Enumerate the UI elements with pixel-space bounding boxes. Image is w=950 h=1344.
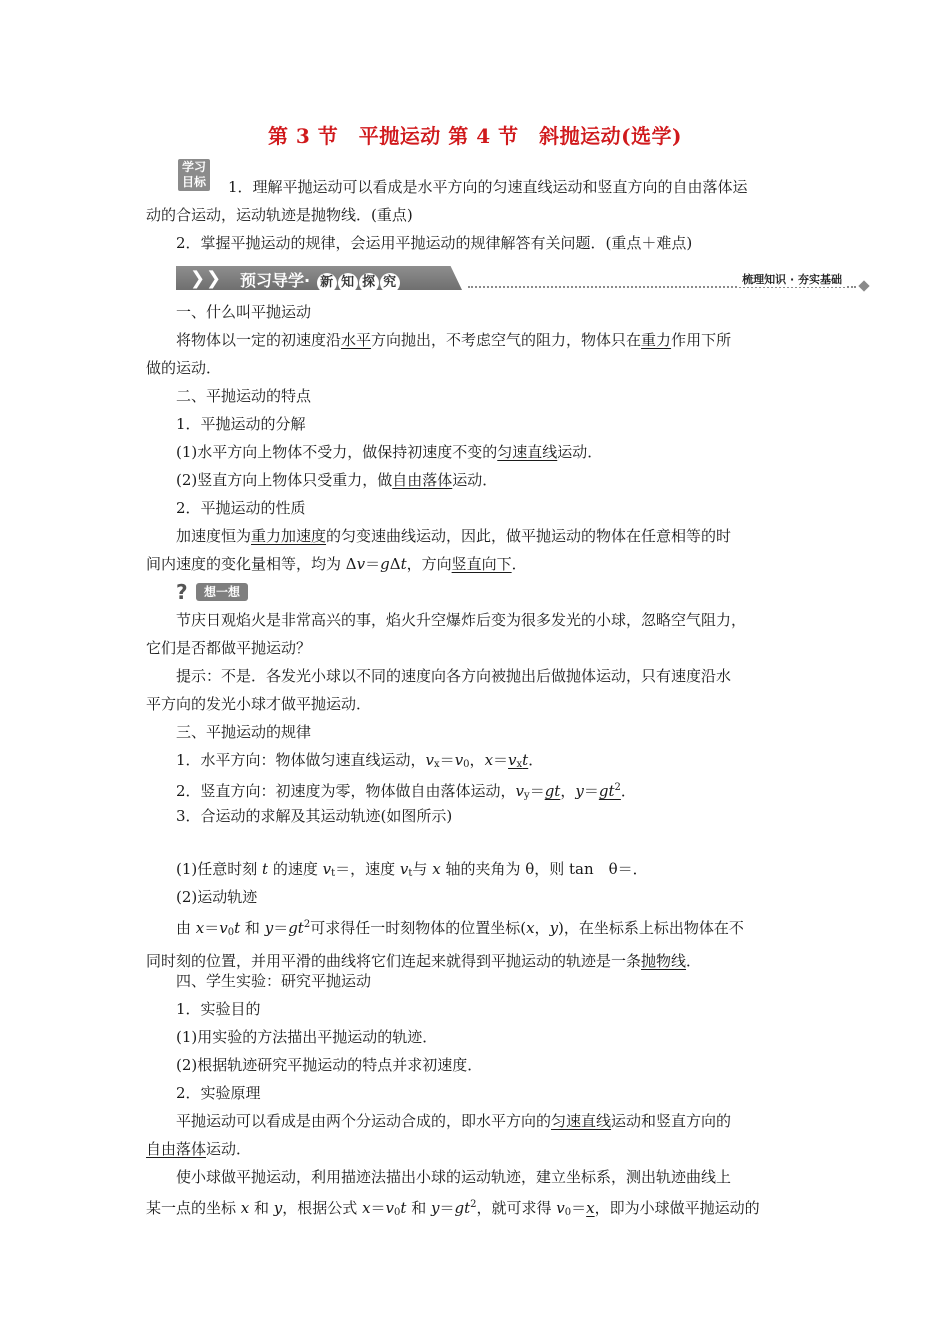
section-3-3: 3．合运动的求解及其运动轨迹(如图所示) [176, 807, 453, 825]
section-1-heading: 一、什么叫平抛运动 [176, 303, 312, 321]
section-2-2: 2．平抛运动的性质 [176, 499, 306, 517]
banner-circle-char: 究 [380, 273, 400, 293]
section-3-3b: (2)运动轨迹 [176, 888, 258, 906]
badge-line-2: 目标 [181, 175, 206, 189]
badge-line-1: 学习 [181, 160, 206, 174]
chevron-right-icon: ❯ [206, 268, 222, 289]
section-1-paragraph: 将物体以一定的初速度沿水平方向抛出，不考虑空气的阻力，物体只在重力作用下所 做的运动． [146, 331, 732, 377]
section-4-1b: (2)根据轨迹研究平抛运动的特点并求初速度． [176, 1056, 483, 1074]
banner-circle-char: 知 [338, 273, 358, 293]
banner-circle-char: 新 [317, 273, 337, 293]
section-2-1a: (1)水平方向上物体不受力，做保持初速度不变的匀速直线运动． [176, 443, 603, 461]
section-banner [176, 266, 868, 292]
section-2-2-paragraph: 加速度恒为重力加速度的匀变速曲线运动，因此，做平抛运动的物体在任意相等的时 间内速度的变化量相等，均为 Δv＝gΔt，方向竖直向下． [146, 527, 732, 573]
think-answer: 提示：不是．各发光小球以不同的速度向各方向被抛出后做抛体运动，只有速度沿水 平方向的发光小球才做平抛运动． [146, 667, 732, 713]
question-mark-icon: ? [176, 580, 188, 604]
banner-right-label: 梳理知识 · 夯实基础 [738, 271, 846, 287]
objective-1-line-1: 1．理解平抛运动可以看成是水平方向的匀速直线运动和竖直方向的自由落体运 [228, 178, 748, 196]
section-3-heading: 三、平抛运动的规律 [176, 723, 312, 741]
section-4-2-paragraph: 平抛运动可以看成是由两个分运动合成的，即水平方向的匀速直线运动和竖直方向的 自由落体运动． [146, 1112, 732, 1158]
section-3-2: 2．竖直方向：初速度为零，物体做自由落体运动，$v_y=gt$，$y=gt^2$． [176, 782, 636, 801]
section-4-2-paragraph-2: 使小球做平抛运动，利用描迹法描出小球的运动轨迹，建立坐标系，测出轨迹曲线上 某一点的坐标 x 和 y，根据公式 $x=v_0t$ 和 $y=gt^2$，就可求得 $v_0=x$，即为小球做平抛运动的 [146, 1168, 760, 1218]
section-4-heading: 四、学生实验：研究平抛运动 [176, 972, 372, 990]
section-4-2: 2．实验原理 [176, 1084, 261, 1102]
section-3-1: 1．水平方向：物体做匀速直线运动，$v_x=v_0$，$x=v_xt$． [176, 751, 544, 770]
banner-circle-char: 探 [359, 273, 379, 293]
section-2-1: 1．平抛运动的分解 [176, 415, 306, 433]
section-3-3a: (1)任意时刻 t 的速度 $v_t=$，速度 $v_t$与 x 轴的夹角为 θ，则 tan θ＝． [176, 860, 648, 879]
section-2-heading: 二、平抛运动的特点 [176, 387, 312, 405]
banner-title-text: 预习导学 [240, 271, 305, 290]
think-label: 想一想 [196, 583, 248, 601]
section-2-1b: (2)竖直方向上物体只受重力，做自由落体运动． [176, 471, 498, 489]
banner-title-dot: · [304, 271, 311, 290]
objective-1 [146, 173, 810, 229]
section-4-1a: (1)用实验的方法描出平抛运动的轨迹． [176, 1028, 438, 1046]
section-4-1: 1．实验目的 [176, 1000, 261, 1018]
objective-1-line-2: 动的合运动，运动轨迹是抛物线．(重点) [146, 206, 413, 224]
page-title: 第 3 节 平抛运动 第 4 节 斜抛运动(选学) [267, 124, 683, 148]
objective-2: 2．掌握平抛运动的规律，会运用平抛运动的规律解答有关问题．(重点＋难点) [176, 234, 693, 252]
think-question: 节庆日观焰火是非常高兴的事，焰火升空爆炸后变为很多发光的小球，忽略空气阻力， 它们是否都做平抛运动？ [146, 611, 747, 657]
banner-title [240, 268, 400, 293]
chevron-right-icon: ❯ [190, 268, 206, 289]
section-3-3c: 由 $x=v_0t$ 和 $y=gt^2$可求得任一时刻物体的位置坐标(x，y)，在坐标系上标出物体在不 同时刻的位置，并用平滑的曲线将它们连起来就得到平抛运动的轨迹是一条抛物线． [146, 919, 744, 970]
diamond-icon [858, 280, 869, 291]
